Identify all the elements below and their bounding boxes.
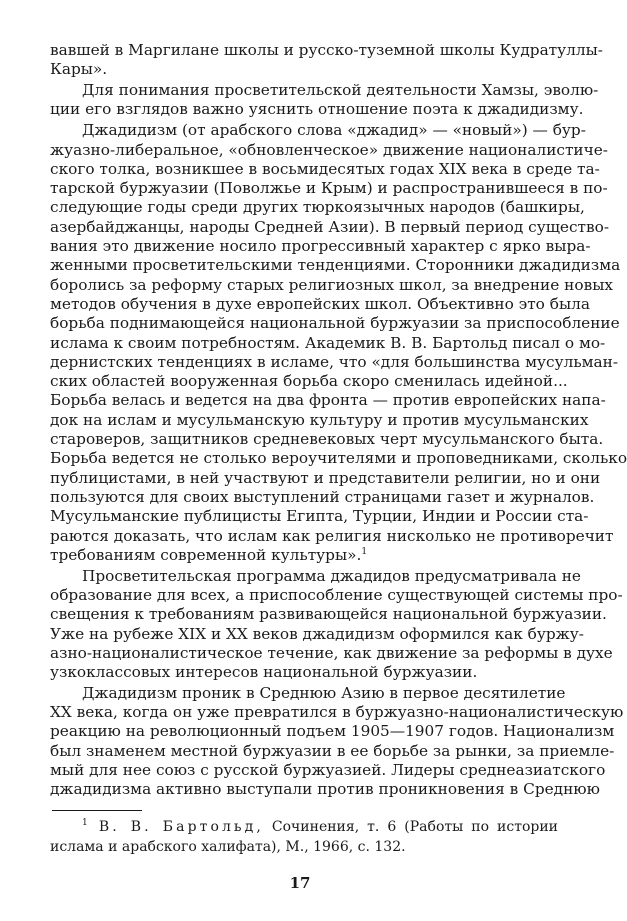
text-line: ции его взглядов важно уяснить отношение поэта к джадидизму. (50, 100, 584, 118)
text-line: Уже на рубеже XIX и XX веков джадидизм оформился как буржу- (50, 625, 584, 643)
text-line-with-note (50, 545, 558, 565)
text-line: джадидизма активно выступали против проникновения в Среднюю (50, 780, 600, 798)
text-line: требованиям современной культуры». (50, 546, 362, 564)
text-line: Кары». (50, 60, 108, 78)
text-line: мый для нее союз с русской буржуазией. Лидеры среднеазиатского (50, 761, 606, 779)
text-line: был знаменем местной буржуазии в ее борьбе за рынки, за приемле- (50, 742, 615, 760)
text-line: XX века, когда он уже превратился в буржуазно-националистическую (50, 703, 624, 721)
text-line: реакцию на революционный подъем 1905—1907 годов. Национализм (50, 722, 615, 740)
text-line: Для понимания просветительской деятельности Хамзы, эволю- (82, 81, 599, 99)
text-line: свещения к требованиям развивающейся национальной буржуазии. (50, 605, 607, 623)
footnote-line: ислама и арабского халифата), М., 1966, с. 132. (50, 839, 406, 855)
footnote-marker: 1 (361, 547, 368, 557)
text-line: женными просветительскими тенденциями. Сторонники джадидизма (50, 256, 621, 274)
text-line: ских областей вооруженная борьба скоро сменилась идейной... (50, 372, 568, 390)
text-line: раются доказать, что ислам как религия нисколько не противоречит (50, 527, 614, 545)
text-line: узкоклассовых интересов национальной буржуазии. (50, 663, 478, 681)
text-line: ского толка, возникшее в восьмидесятых годах XIX века в среде та- (50, 160, 600, 178)
text-line: Борьба велась и ведется на два фронта — против европейских напа- (50, 391, 606, 409)
footnote-text: Сочинения, т. 6 (Работы по истории (263, 819, 559, 835)
text-line: Борьба ведется не столько вероучителями и проповедниками, сколько (50, 449, 627, 467)
text-line: тарской буржуазии (Поволжье и Крым) и распространившееся в по- (50, 179, 608, 197)
text-line: следующие годы среди других тюркоязычных народов (башкиры, (50, 198, 585, 216)
text-line: публицистами, в ней участвуют и представители религии, но и они (50, 469, 601, 487)
footnote-author: В. В. Бартольд, (87, 819, 264, 835)
text-line: дернистских тенденциях в исламе, что «для большинства мусульман- (50, 353, 619, 371)
page-number: 17 (289, 874, 311, 892)
text-line: вавшей в Маргилане школы и русско-туземной школы Кудратуллы- (50, 41, 603, 59)
text-line: Просветительская программа джадидов предусматривала не (82, 567, 581, 585)
text-line: жуазно-либеральное, «обновленческое» движение националистиче- (50, 141, 608, 159)
text-line: боролись за реформу старых религиозных школ, за внедрение новых (50, 276, 613, 294)
text-line: азербайджанцы, народы Средней Азии). В первый период существо- (50, 218, 610, 236)
text-line: ислама к своим потребностям. Академик В. В. Бартольд писал о мо- (50, 334, 606, 352)
text-line: методов обучения в духе европейских школ. Объективно это была (50, 295, 590, 313)
text-line: образование для всех, а приспособление существующей системы про- (50, 586, 623, 604)
text-line: пользуются для своих выступлений страницами газет и журналов. (50, 488, 595, 506)
text-line: староверов, защитников средневековых черт мусульманского быта. (50, 430, 604, 448)
text-line: азно-националистическое течение, как движение за реформы в духе (50, 644, 613, 662)
footnote-divider (52, 810, 142, 811)
text-line: борьба поднимающейся национальной буржуазии за приспособление (50, 314, 620, 332)
footnote-line (82, 817, 558, 837)
footnote-number: 1 (82, 818, 88, 828)
text-line: док на ислам и мусульманскую культуру и против мусульманских (50, 411, 589, 429)
text-line: Джадидизм проник в Среднюю Азию в первое десятилетие (82, 684, 566, 702)
text-line: Джадидизм (от арабского слова «джадид» — «новый») — бур- (82, 121, 586, 139)
text-line: вания это движение носило прогрессивный характер с ярко выра- (50, 237, 591, 255)
text-line: Мусульманские публицисты Египта, Турции, Индии и России ста- (50, 507, 589, 525)
